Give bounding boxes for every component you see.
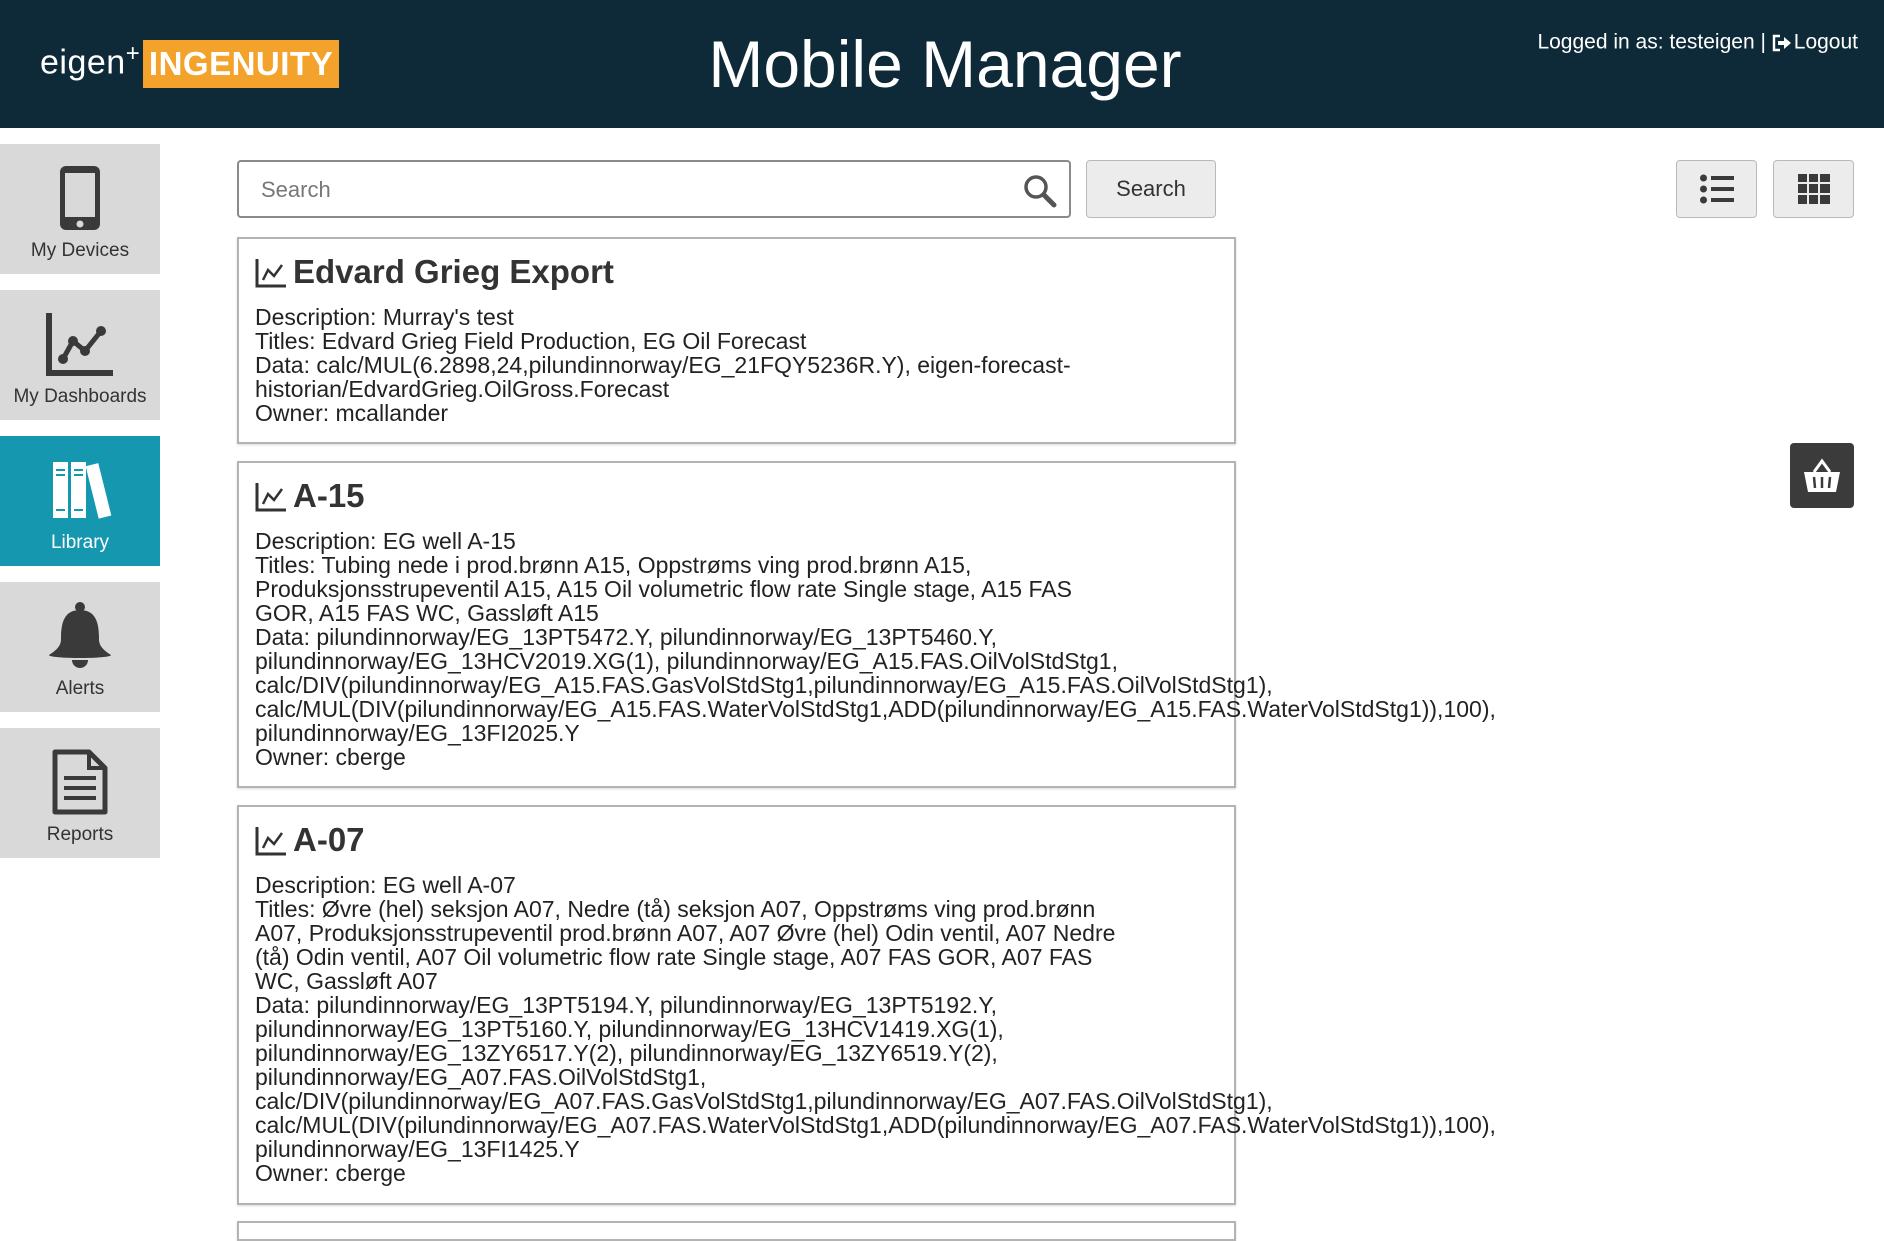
card-title-text: A-15 — [293, 477, 365, 514]
logo-eigen-text: eigen — [40, 43, 126, 82]
card-line: pilundinnorway/EG_13HCV2019.XG(1), pilundinnorway/EG_A15.FAS.OilVolStdStg1, — [255, 648, 1118, 674]
card-title — [255, 477, 365, 515]
card-line: calc/DIV(pilundinnorway/EG_A15.FAS.GasVolStdStg1,pilundinnorway/EG_A15.FAS.OilVolStdStg1), — [255, 672, 1273, 698]
card-line: historian/EdvardGrieg.OilGross.Forecast — [255, 376, 670, 402]
search-button[interactable]: Search — [1086, 160, 1216, 218]
sidebar-item-my-devices[interactable] — [0, 144, 160, 274]
logo-plus: + — [125, 40, 141, 67]
search-input[interactable] — [259, 162, 1023, 218]
card-line: Titles: Øvre (hel) seksjon A07, Nedre (tå) seksjon A07, Oppstrøms ving prod.brønn — [255, 896, 1096, 922]
card-line: calc/DIV(pilundinnorway/EG_A07.FAS.GasVolStdStg1,pilundinnorway/EG_A07.FAS.OilVolStdStg1), — [255, 1088, 1273, 1114]
card-line: Produksjonsstrupeventil A15, A15 Oil volumetric flow rate Single stage, A15 FAS — [255, 576, 1072, 602]
ingenuity-logo[interactable]: INGENUITY — [143, 40, 339, 88]
user-area — [1537, 30, 1858, 55]
sidebar-item-label: My Dashboards — [13, 386, 147, 407]
card-line: calc/MUL(DIV(pilundinnorway/EG_A07.FAS.WaterVolStdStg1,ADD(pilundinnorway/EG_A07.FAS.WaterVolStdStg1)),100), — [255, 1112, 1496, 1138]
app-header — [0, 0, 1884, 128]
search-icon[interactable] — [1023, 174, 1057, 208]
search-box — [237, 160, 1071, 218]
card-line: pilundinnorway/EG_13FI2025.Y — [255, 720, 580, 746]
card-line: Owner: cberge — [255, 1160, 406, 1186]
phone-icon — [58, 164, 102, 232]
logout-icon — [1772, 34, 1792, 52]
chart-icon — [255, 826, 287, 856]
card-line: pilundinnorway/EG_13FI1425.Y — [255, 1136, 580, 1162]
books-icon — [50, 460, 110, 520]
card-line: WC, Gassløft A07 — [255, 968, 438, 994]
dashboard-card[interactable] — [237, 805, 1496, 1205]
card-title-text: A-07 — [293, 821, 365, 858]
card-line: Data: pilundinnorway/EG_13PT5194.Y, pilundinnorway/EG_13PT5192.Y, — [255, 992, 998, 1018]
sidebar-item-my-dashboards[interactable] — [0, 290, 160, 420]
dashboard-card[interactable] — [237, 237, 1236, 444]
dashboard-card[interactable] — [237, 1221, 1236, 1241]
basket-icon — [1802, 458, 1842, 494]
sidebar-item-alerts[interactable] — [0, 582, 160, 712]
card-line: Description: Murray's test — [255, 304, 514, 330]
card-line: Owner: mcallander — [255, 400, 449, 426]
grid-view-button[interactable] — [1773, 160, 1854, 218]
eigen-logo[interactable] — [40, 40, 140, 82]
card-line: Titles: Tubing nede i prod.brønn A15, Oppstrøms ving prod.brønn A15, — [255, 552, 972, 578]
card-line: Description: EG well A-07 — [255, 872, 516, 898]
document-icon — [51, 748, 109, 816]
sidebar-item-label: Library — [50, 532, 110, 553]
card-line: Description: EG well A-15 — [255, 528, 516, 554]
sidebar-item-label: Alerts — [55, 678, 105, 699]
sidebar-item-reports[interactable] — [0, 728, 160, 858]
basket-button[interactable] — [1790, 443, 1854, 508]
card-title-text: Edvard Grieg Export — [293, 253, 614, 290]
chart-icon — [255, 482, 287, 512]
card-line: pilundinnorway/EG_A07.FAS.OilVolStdStg1, — [255, 1064, 707, 1090]
grid-icon — [1798, 174, 1830, 204]
logout-link[interactable] — [1772, 30, 1858, 53]
card-line: GOR, A15 FAS WC, Gassløft A15 — [255, 600, 599, 626]
list-icon — [1700, 174, 1734, 204]
card-title — [255, 821, 365, 859]
card-line: pilundinnorway/EG_13ZY6517.Y(2), pilundinnorway/EG_13ZY6519.Y(2), — [255, 1040, 998, 1066]
logged-in-text: Logged in as: testeigen | — [1537, 30, 1766, 54]
dashboard-card[interactable] — [237, 461, 1496, 788]
card-line: Titles: Edvard Grieg Field Production, EG Oil Forecast — [255, 328, 807, 354]
card-line: Data: pilundinnorway/EG_13PT5472.Y, pilundinnorway/EG_13PT5460.Y, — [255, 624, 998, 650]
bell-icon — [45, 601, 115, 671]
chart-icon — [255, 258, 287, 288]
sidebar-item-label: Reports — [46, 824, 114, 845]
card-line: calc/MUL(DIV(pilundinnorway/EG_A15.FAS.WaterVolStdStg1,ADD(pilundinnorway/EG_A15.FAS.WaterVolStdStg1)),100), — [255, 696, 1496, 722]
page-title: Mobile Manager — [708, 27, 1182, 101]
chart-icon — [45, 311, 115, 377]
list-view-button[interactable] — [1676, 160, 1757, 218]
card-line: A07, Produksjonsstrupeventil prod.brønn A07, A07 Øvre (hel) Odin ventil, A07 Nedre — [255, 920, 1116, 946]
logout-label: Logout — [1793, 30, 1858, 54]
card-line: Data: calc/MUL(6.2898,24,pilundinnorway/EG_21FQY5236R.Y), eigen-forecast- — [255, 352, 1071, 378]
card-line: (tå) Odin ventil, A07 Oil volumetric flow rate Single stage, A07 FAS GOR, A07 FAS — [255, 944, 1093, 970]
card-line: Owner: cberge — [255, 744, 406, 770]
card-body — [255, 873, 1496, 1185]
card-line: pilundinnorway/EG_13PT5160.Y, pilundinnorway/EG_13HCV1419.XG(1), — [255, 1016, 1004, 1042]
card-title — [255, 253, 614, 291]
card-body — [255, 305, 1071, 425]
sidebar-item-library[interactable] — [0, 436, 160, 566]
card-body — [255, 529, 1496, 769]
sidebar-item-label: My Devices — [30, 240, 130, 261]
